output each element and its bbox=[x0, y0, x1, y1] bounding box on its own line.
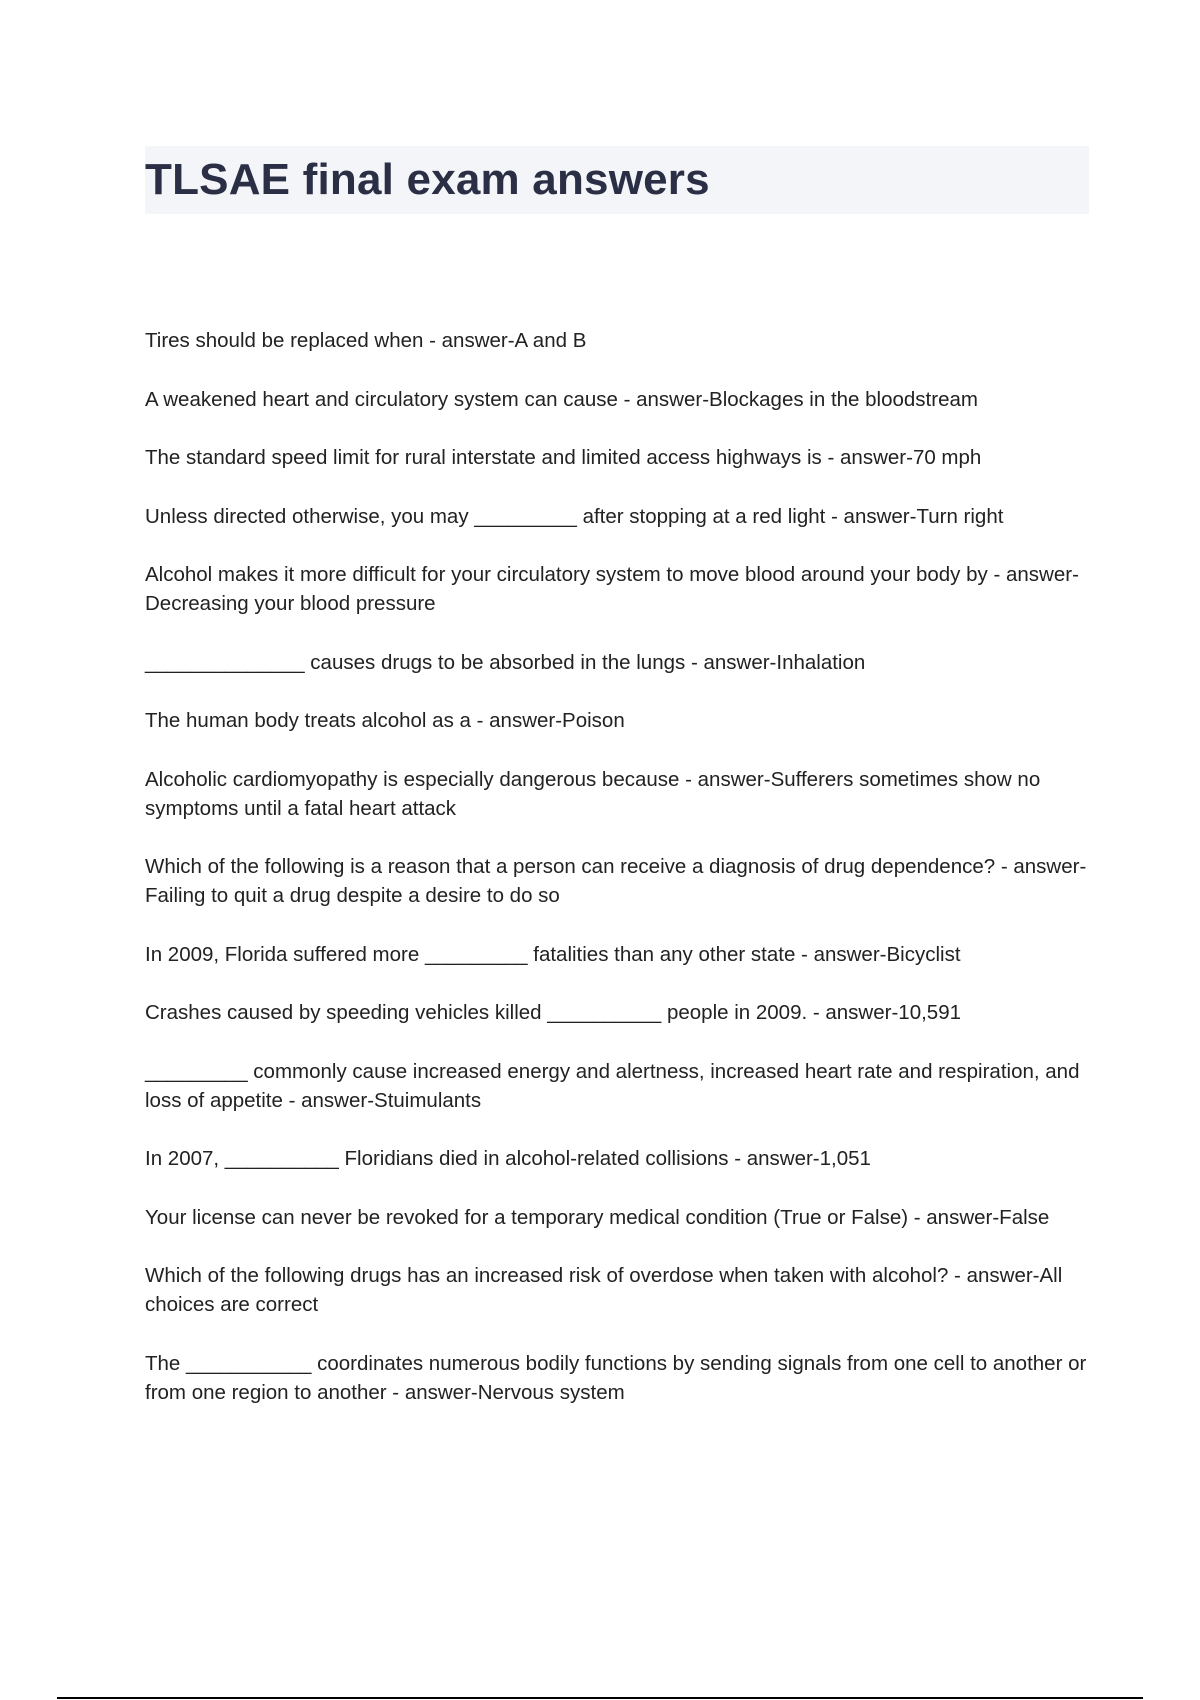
title-band bbox=[145, 146, 1089, 214]
qa-item: Unless directed otherwise, you may _________ after stopping at a red light - answer-Turn right bbox=[145, 504, 1004, 528]
qa-item: _________ commonly cause increased energy and alertness, increased heart rate and respiration, and loss of appetite - answer-Stuimulants bbox=[145, 1059, 1080, 1112]
qa-item: Your license can never be revoked for a temporary medical condition (True or False) - answer-False bbox=[145, 1205, 1050, 1229]
qa-item: A weakened heart and circulatory system can cause - answer-Blockages in the bloodstream bbox=[145, 387, 978, 411]
qa-item: The standard speed limit for rural interstate and limited access highways is - answer-70 mph bbox=[145, 446, 982, 469]
qa-item: The human body treats alcohol as a - answer-Poison bbox=[145, 709, 625, 732]
qa-item: ______________ causes drugs to be absorbed in the lungs - answer-Inhalation bbox=[145, 650, 866, 674]
qa-item: Crashes caused by speeding vehicles killed __________ people in 2009. - answer-10,591 bbox=[145, 1001, 961, 1024]
qa-item: Alcohol makes it more difficult for your circulatory system to move blood around your body by - answer-Decreasing your blood pressure bbox=[145, 563, 1079, 615]
qa-item: The ___________ coordinates numerous bodily functions by sending signals from one cell to another or from one region to another - answer-Nervous system bbox=[145, 1351, 1087, 1404]
qa-item: Which of the following is a reason that a person can receive a diagnosis of drug dependence? - answer-Failing to quit a drug despite a desire to do so bbox=[145, 855, 1087, 907]
footer-divider bbox=[57, 1697, 1143, 1699]
qa-item: Tires should be replaced when - answer-A and B bbox=[145, 329, 587, 352]
qa-item: In 2007, __________ Floridians died in alcohol-related collisions - answer-1,051 bbox=[145, 1147, 871, 1170]
qa-item: Which of the following drugs has an increased risk of overdose when taken with alcohol? - answer-All choices are correct bbox=[145, 1264, 1063, 1316]
qa-list bbox=[145, 326, 1095, 1436]
qa-item: Alcoholic cardiomyopathy is especially dangerous because - answer-Sufferers sometimes show no symptoms until a fatal heart attack bbox=[145, 767, 1041, 820]
qa-item: In 2009, Florida suffered more _________ fatalities than any other state - answer-Bicyclist bbox=[145, 942, 961, 966]
page-title: TLSAE final exam answers bbox=[145, 155, 710, 204]
